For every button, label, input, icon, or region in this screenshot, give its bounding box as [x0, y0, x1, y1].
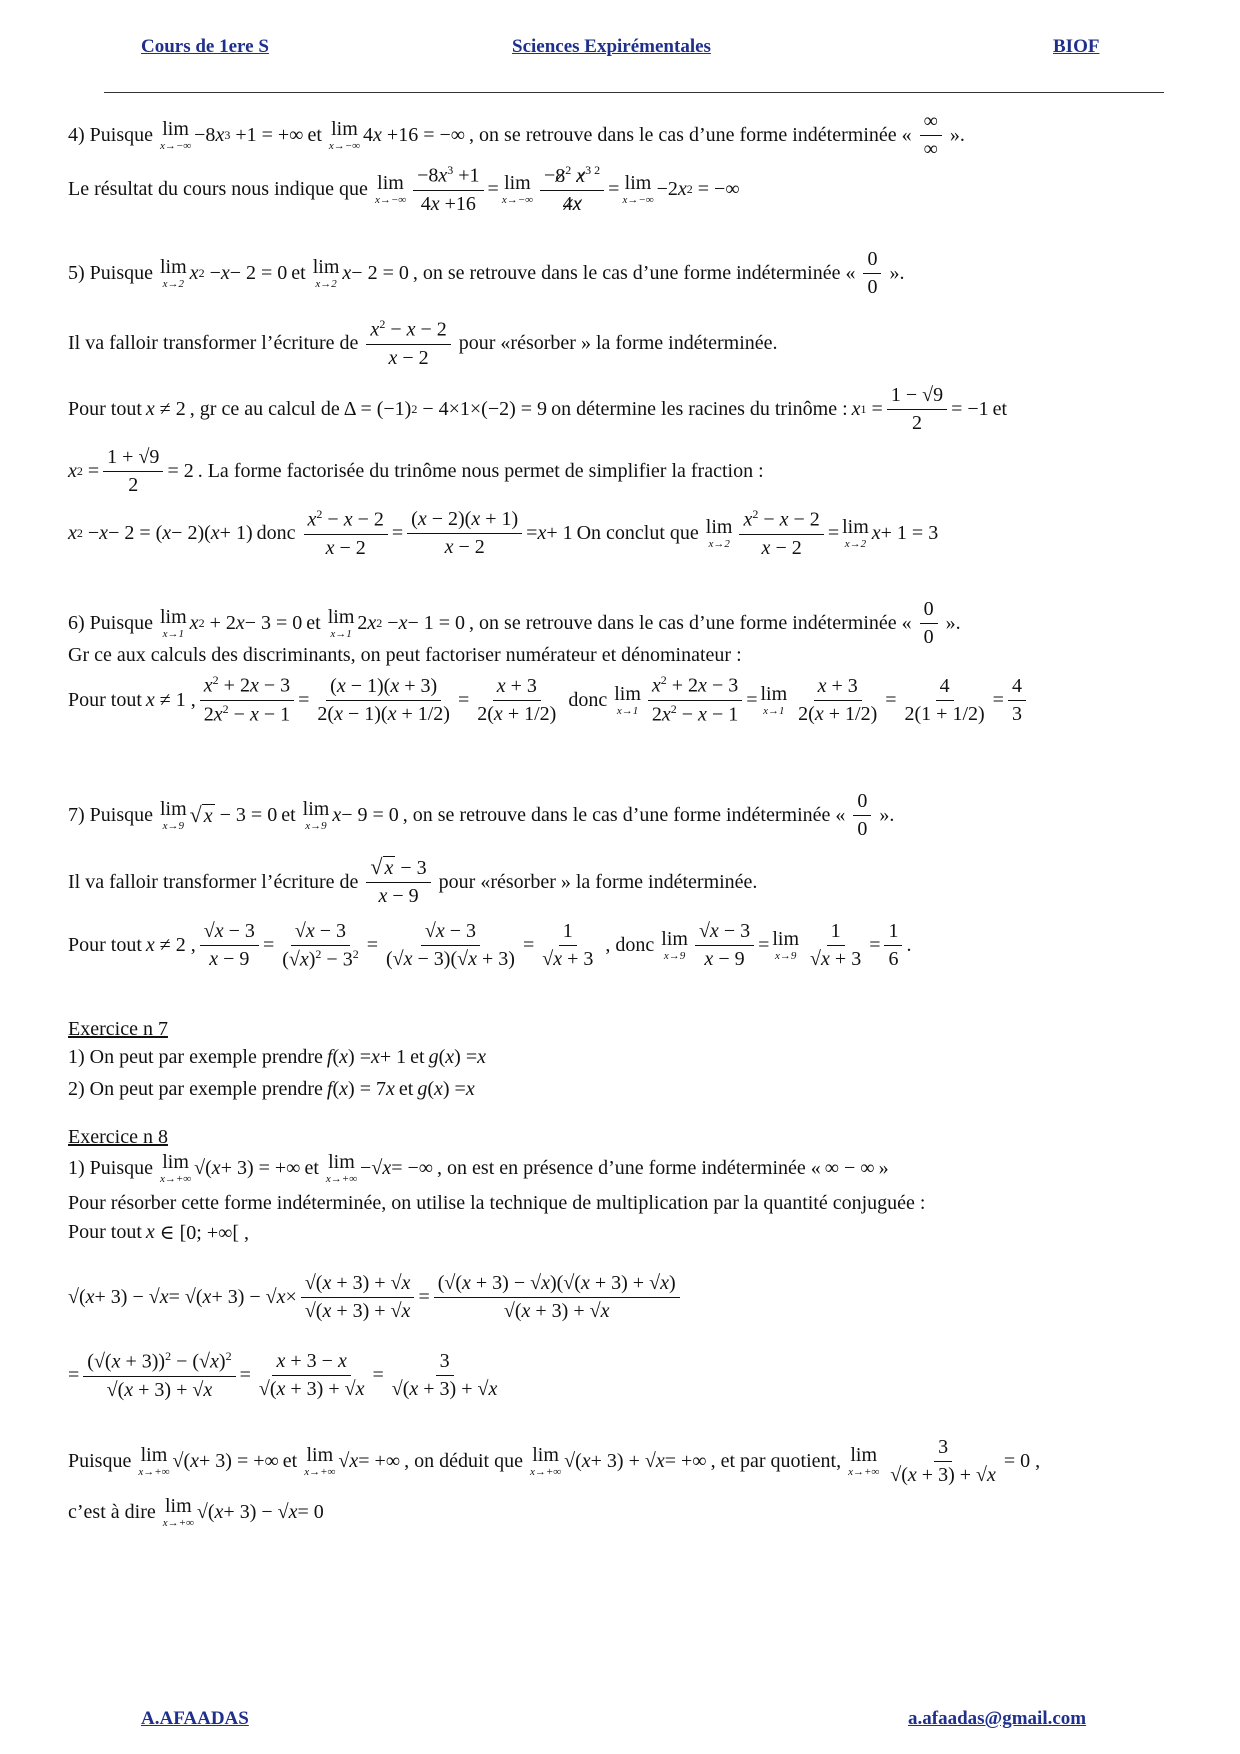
exercise-8-title: Exercice n 8 [68, 1126, 168, 1148]
exercise-7-q1: 1) On peut par exemple prendre f ( x ) = x + 1 et g ( x ) = x [68, 1046, 486, 1068]
item-4-result: Le résultat du cours nous indique que lim x→−∞ $\frac{-8x^3 +1}{4x +16}$ = lim x→−∞ $\frac{-8^2 x^{3 2}}{4x}$ = lim x→−∞ −2 x 2 = −∞ [68, 163, 740, 215]
item-7-statement: 7) Puisque lim x→9 √ x − 3 = 0 et lim x→9 x − 9 = 0 , on se retrouve dans le cas d’une forme indéterminée « $\frac{0}{0}$ ». [68, 790, 895, 840]
header-biof[interactable]: BIOF [1053, 36, 1100, 57]
item-5-transform: Il va falloir transformer l’écriture de $\frac{x^2 - x - 2}{x - 2}$ pour «résorber » la forme indéterminée. [68, 317, 778, 369]
item-6-discriminants: Gr ce aux calculs des discriminants, on peut factoriser numérateur et dénominateur : [68, 644, 742, 666]
exercise-7-title: Exercice n 7 [68, 1018, 168, 1040]
item-4-statement: 4) Puisque lim x→−∞ −8 x 3 +1 = +∞ et lim x→−∞ 4 x +16 = −∞ , on se retrouve dans le cas d’une forme indéterminée « $\frac{\infty}{\infty}$ ». [68, 110, 965, 160]
header-rule [104, 92, 1164, 93]
exercise-8-conjugate: Pour résorber cette forme indéterminée, on utilise la technique de multiplication par la quantité conjuguée : [68, 1192, 926, 1214]
item-5-delta: Pour tout x ≠ 2 , gr ce au calcul de Δ = (−1) 2 − 4×1×(−2) = 9 on détermine les racines du trinôme : x 1 = $\frac{1 - √9}{2}$ = −1 et [68, 384, 1008, 434]
exercise-7-q2: 2) On peut par exemple prendre f ( x ) = 7 x et g ( x ) = x [68, 1078, 475, 1100]
header-section[interactable]: Sciences Expirémentales [512, 36, 711, 57]
item-7-transform: Il va falloir transformer l’écriture de √ x − 3 x − 9 pour «résorber » la forme indéterminée. [68, 854, 758, 907]
exercise-8-q1: 1) Puisque lim x→+∞ √( x + 3) = +∞ et lim x→+∞ −√ x = −∞ , on est en présence d’une forme indéterminée « ∞ − ∞ » [68, 1151, 889, 1185]
exercise-8-domain: Pour tout x ∈ [0; +∞[ , [68, 1221, 250, 1244]
footer-author[interactable]: A.AFAADAS [141, 1708, 249, 1729]
item-5-root2: x 2 = $\frac{1 + √9}{2}$ = 2 . La forme factorisée du trinôme nous permet de simplifier la fraction : [68, 446, 764, 496]
exercise-8-final: c’est à dire lim x→+∞ √( x + 3) − √ x = 0 [68, 1495, 324, 1529]
item-6-statement: 6) Puisque lim x→1 x 2 + 2 x − 3 = 0 et lim x→1 2 x 2 − x − 1 = 0 , on se retrouve dans le cas d’une forme indéterminée « $\frac{0}{0}$ ». [68, 598, 961, 648]
item-6-computation: Pour tout x ≠ 1 , $\frac{x^2 + 2x - 3}{2x^2 - x - 1}$ = $\frac{(x - 1)(x + 3)}{2(x - 1)(x + 1/2)}$ = $\frac{x + 3}{2(x + 1/2)}$ donc lim x→1 $\frac{x^2 + 2x - 3}{2x^2 - x - 1}$ = lim x→1 $\frac{x + 3}{2(x + 1/2)}$ = $\frac{4}{2(1 + 1/2)}$ = $\frac{4}{3}$ [68, 674, 1030, 726]
footer-email[interactable]: a.afaadas@gmail.com [908, 1708, 1087, 1729]
exercise-8-step2: = $\frac{(√(x + 3))^2 - (√x)^2}{√(x + 3) + √x}$ = $\frac{x + 3 - x}{√(x + 3) + √x}$ = $\frac{3}{√(x + 3) + √x}$ [68, 1349, 498, 1401]
item-7-computation: Pour tout x ≠ 2 , $\frac{√x - 3}{x - 9}$ = $\frac{√x - 3}{(√x)^2 - 3^2}$ = $\frac{√x - 3}{(√x - 3)(√x + 3)}$ = $\frac{1}{√x + 3}$ , donc lim x→9 $\frac{√x - 3}{x - 9}$ = lim x→9 $\frac{1}{√x + 3}$ = $\frac{1}{6}$ . [68, 920, 912, 971]
item-5-factor: x 2 − x − 2 = ( x − 2)( x + 1) donc $\frac{x^2 - x - 2}{x - 2}$ = $\frac{(x - 2)(x + 1)}{x - 2}$ = x + 1 On conclut que lim x→2 $\frac{x^2 - x - 2}{x - 2}$ = lim x→2 x + 1 = 3 [68, 507, 939, 559]
header-course[interactable]: Cours de 1ere S [141, 36, 269, 57]
item-5-statement: 5) Puisque lim x→2 x 2 − x − 2 = 0 et lim x→2 x − 2 = 0 , on se retrouve dans le cas d’une forme indéterminée « $\frac{0}{0}$ ». [68, 248, 905, 298]
exercise-8-step1: √( x + 3) − √ x = √( x + 3) − √ x × $\frac{√(x + 3) + √x}{√(x + 3) + √x}$ = $\frac{(√(x + 3) - √x)(√(x + 3) + √x)}{√(x + 3) + √x}$ [68, 1272, 684, 1323]
exercise-8-conclusion: Puisque lim x→+∞ √( x + 3) = +∞ et lim x→+∞ √ x = +∞ , on déduit que lim x→+∞ √( x + 3) + √ x = +∞ , et par quotient, lim x→+∞ $\frac{3}{√(x + 3) + √x}$ = 0 , [68, 1436, 1041, 1486]
